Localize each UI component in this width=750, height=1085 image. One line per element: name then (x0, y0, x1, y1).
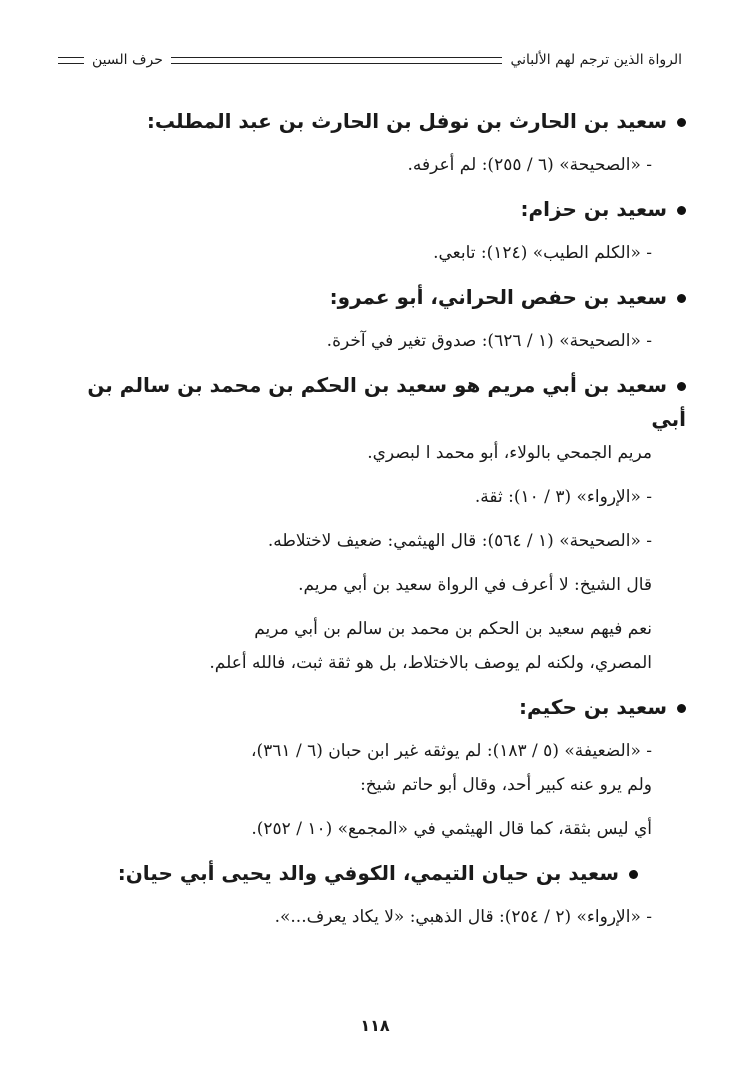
entry-line: - «الكلم الطيب» (١٢٤): تابعي. (433, 243, 652, 263)
entry-line: - «الصحيحة» (١ / ٥٦٤): قال الهيثمي: ضعيف لاختلاطه. (267, 531, 652, 551)
entry-line: أي ليس بثقة، كما قال الهيثمي في «المجمع» (١٠ / ٢٥٢). (251, 819, 652, 839)
entry-title: سعيد بن أبي مريم هو سعيد بن الحكم بن محمد بن سالم بن أبي (87, 373, 686, 431)
entry-title: سعيد بن الحارث بن نوفل بن الحارث بن عبد المطلب: (64, 104, 686, 138)
bullet-icon (677, 382, 686, 391)
entry-line: المصري، ولكنه لم يوصف بالاختلاط، بل هو ثقة ثبت، فالله أعلم. (209, 653, 652, 673)
entry (64, 192, 686, 270)
entry-line: نعم فيهم سعيد بن الحكم بن محمد بن سالم بن أبي مريم (254, 619, 652, 639)
entry (64, 690, 686, 846)
header-left-text: الرواة الذين ترجم لهم الألباني (510, 52, 682, 68)
header-end-divider (58, 57, 84, 64)
bullet-icon (677, 704, 686, 713)
bullet-icon (629, 870, 638, 879)
entry-line: - «الضعيفة» (٥ / ١٨٣): لم يوثقه غير ابن حبان (٦ / ٣٦١)، (251, 741, 652, 761)
entry-line: - «الإرواء» (٣ / ١٠): ثقة. (474, 487, 652, 507)
entry-line: قال الشيخ: لا أعرف في الرواة سعيد بن أبي مريم. (298, 575, 652, 595)
entry (64, 368, 686, 680)
bullet-icon (677, 206, 686, 215)
entry (64, 280, 686, 358)
entry (64, 104, 686, 182)
bullet-icon (677, 118, 686, 127)
header-divider (171, 57, 503, 64)
entry (64, 856, 686, 934)
entry-title: سعيد بن حفص الحراني، أبو عمرو: (64, 280, 686, 314)
entry-title: سعيد بن حكيم: (64, 690, 686, 724)
page-content (64, 104, 686, 944)
bullet-icon (677, 294, 686, 303)
entry-title-continued: مريم الجمحي بالولاء، أبو محمد ا لبصري. (367, 443, 652, 463)
running-header (58, 48, 682, 72)
entry-line: ولم يرو عنه كبير أحد، وقال أبو حاتم شيخ: (360, 775, 652, 795)
entry-title: سعيد بن حيان التيمي، الكوفي والد يحيى أبي حيان: (64, 856, 686, 890)
entry-line: - «الصحيحة» (٦ / ٢٥٥): لم أعرفه. (407, 155, 652, 175)
header-right-text: حرف السين (92, 52, 163, 68)
page-number: ١١٨ (360, 1016, 390, 1035)
entry-line: - «الصحيحة» (١ / ٦٢٦): صدوق تغير في آخرة. (326, 331, 652, 351)
entry-line: - «الإرواء» (٢ / ٢٥٤): قال الذهبي: «لا يكاد يعرف...». (274, 907, 652, 927)
entry-title: سعيد بن حزام: (64, 192, 686, 226)
